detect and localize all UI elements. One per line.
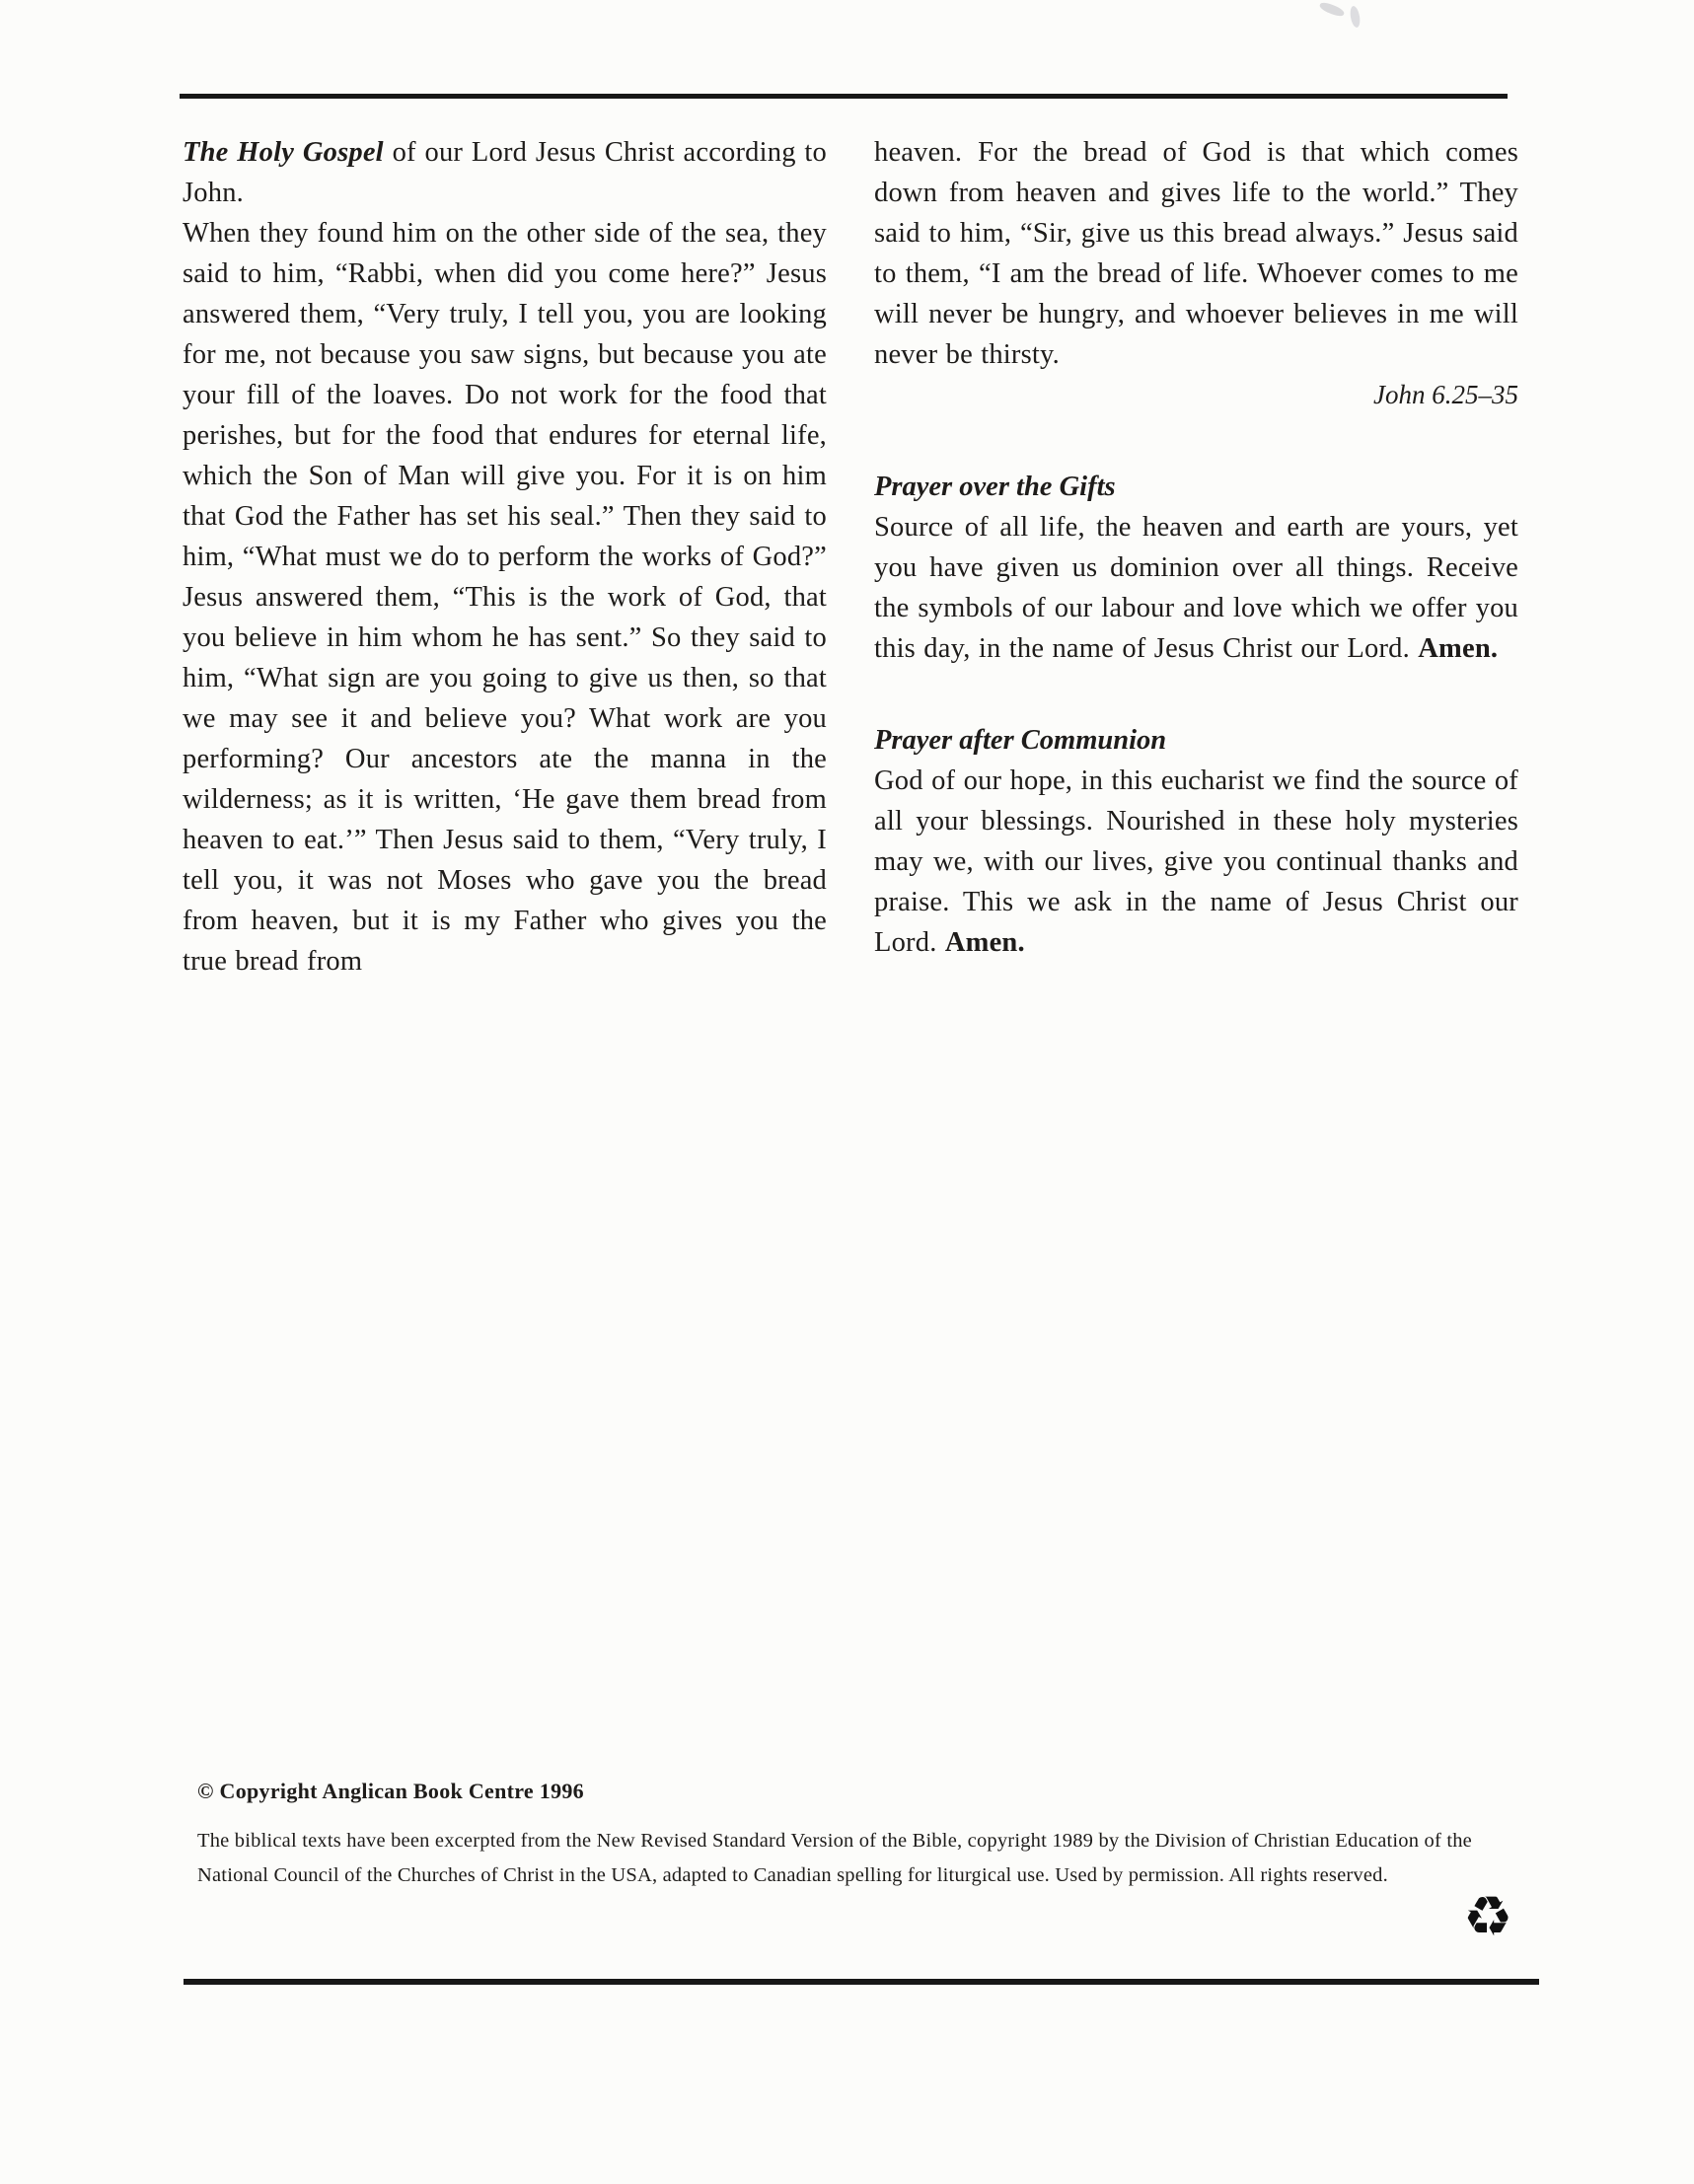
copyright-line: © Copyright Anglican Book Centre 1996 xyxy=(197,1779,584,1803)
prayer-over-gifts-text: Source of all life, the heaven and earth are yours, yet you have given us dominion over all things. Receive the symbols of our labour and love which we offer you this day, in the name of Jesus Christ our Lord. xyxy=(874,512,1518,664)
scripture-citation: John 6.25–35 xyxy=(1373,380,1518,409)
top-rule xyxy=(180,94,1508,99)
gospel-intro-line xyxy=(183,132,827,213)
gospel-intro-emphasis: The Holy Gospel xyxy=(183,137,384,168)
left-column xyxy=(183,132,827,982)
prayer-after-communion-body xyxy=(874,761,1518,963)
prayer-over-gifts-body xyxy=(874,507,1518,669)
gospel-text-right: heaven. For the bread of God is that which comes down from heaven and gives life to the world.” They said to him, “Sir, give us this bread always.” Jesus said to them, “I am the bread of life. Whoever comes to me will never be hungry, and whoever believes in me will never be thirsty. xyxy=(874,137,1518,370)
gospel-intro-rest: of our Lord Jesus Christ according to John. xyxy=(183,137,828,208)
scan-artifact-mark xyxy=(1318,0,1345,18)
permissions-note: The biblical texts have been excerpted from the New Revised Standard Version of the Bible, copyright 1989 by the Division of Christian Education of the National Council of the Churches of Christ in the USA, adapted to Canadian spelling for liturgical use. Used by permission. All rights reserved. xyxy=(197,1830,1472,1886)
right-column xyxy=(874,132,1518,982)
prayer-over-gifts-heading: Prayer over the Gifts xyxy=(874,472,1116,502)
prayer-over-gifts-amen: Amen. xyxy=(1418,633,1499,664)
recycle-icon: ♻ xyxy=(1463,1885,1513,1949)
scan-artifact-mark xyxy=(1349,5,1362,28)
prayer-after-communion-amen: Amen. xyxy=(944,927,1025,958)
two-column-text xyxy=(183,132,1519,982)
gospel-text-left: When they found him on the other side of the sea, they said to him, “Rabbi, when did you come here?” Jesus answered them, “Very truly, I tell you, you are looking for me, not because you saw signs, but because you ate your fill of the loaves. Do not work for the food that perishes, but for the food that endures for eternal life, which the Son of Man will give you. For it is on him that God the Father has set his seal.” Then they said to him, “What must we do to perform the works of God?” Jesus answered them, “This is the work of God, that you believe in him whom he has sent.” So they said to him, “What sign are you going to give us then, so that we may see it and believe you? What work are you performing? Our ancestors ate the manna in the wilderness; as it is written, ‘He gave them bread from heaven to eat.’” Then Jesus said to them, “Very truly, I tell you, it was not Moses who gave you the bread from heaven, but it is my Father who gives you the true bread from xyxy=(183,218,827,977)
bottom-rule xyxy=(184,1979,1539,1985)
prayer-after-communion-text: God of our hope, in this eucharist we find the source of all your blessings. Nourished in these holy mysteries may we, with our lives, give you continual thanks and praise. This we ask in the name of Jesus Christ our Lord. xyxy=(874,765,1518,958)
prayer-after-communion-heading: Prayer after Communion xyxy=(874,725,1167,756)
